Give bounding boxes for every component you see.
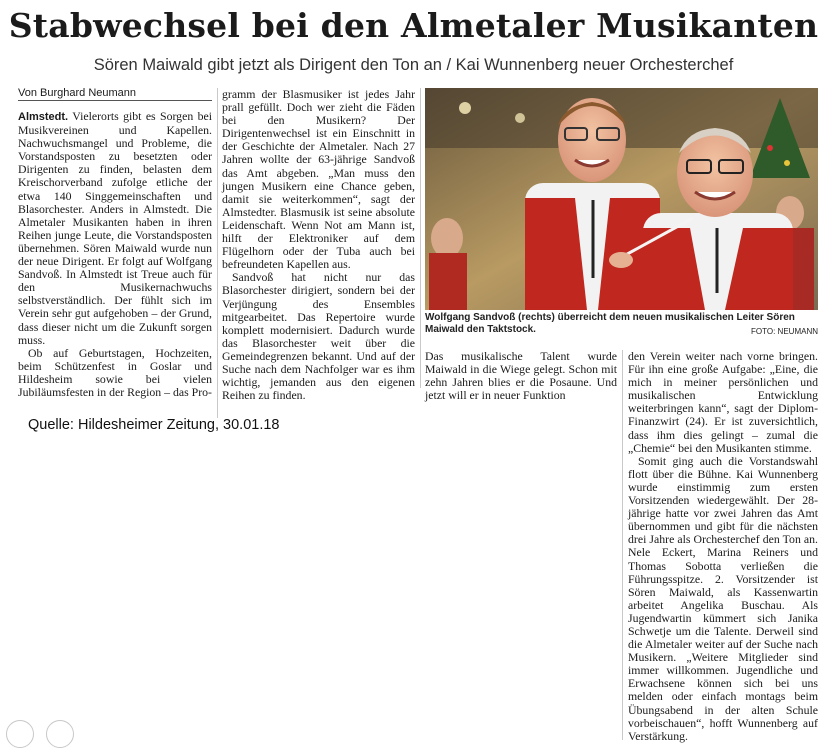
paragraph: Ob auf Geburtstagen, Hochzeiten, beim Schützenfest in Goslar und Hildesheim sowie bei vielen Jubiläumsfesten in der Region – das Pro- bbox=[18, 345, 212, 399]
paragraph: Sandvoß hat nicht nur das Blasorchester dirigiert, sondern bei der Verjüngung des Ensembles mitgearbeitet. Das Repertoire wurde komplett modernisiert. Dadurch wurde das Blasorchester weit über die Gemeindegrenzen bekannt. Und auf der Suche nach dem Nachfolger war es ihm wichtig, jemanden aus den eigenen Reihen zu finden. bbox=[222, 270, 415, 403]
source-note: Quelle: Hildesheimer Zeitung, 30.01.18 bbox=[28, 417, 280, 433]
byline: Von Burghard Neumann bbox=[18, 87, 212, 101]
photo-illustration bbox=[425, 88, 818, 310]
subheadline: Sören Maiwald gibt jetzt als Dirigent den Ton an / Kai Wunnenberg neuer Orchesterchef bbox=[93, 56, 734, 74]
paragraph bbox=[18, 110, 212, 347]
column-divider bbox=[420, 88, 421, 388]
headline: Stabwechsel bei den Almetaler Musikanten bbox=[8, 6, 819, 45]
article-column-1 bbox=[18, 110, 212, 399]
column-divider bbox=[217, 88, 218, 418]
caption-text: Wolfgang Sandvoß (rechts) überreicht dem neuen musikalischen Leiter Sören Maiwald den Taktstock. bbox=[425, 312, 795, 335]
chat-icon[interactable] bbox=[46, 720, 74, 748]
paragraph: den Verein weiter nach vorne bringen. Für ihn eine große Aufgabe: „Eine, die mich in meiner persönlichen und musikalischen Entwicklung weiterbringen kann“, sagt der Diplom-Finanzwirt (24). Er ist zuversichtlich, dass ihm dies gelingt – zumal die „Chemie“ bei den Musikanten stimme. bbox=[628, 349, 818, 455]
dateline: Almstedt. bbox=[18, 111, 69, 123]
article-column-3 bbox=[425, 350, 617, 402]
paragraph-text: Vielerorts gibt es Sorgen bei Musikvereinen und Kapellen. Nachwuchsmangel und Probleme, die Vorstandsposten zu besetzten oder Dirigenten zu finden, belasten dem Kreischorverband zufolge etliche der etwa 140 Singgemeinschaften und Blasorchester. Anders in Almstedt. Die Almetaler Musikanten haben in ihren Reihen junge Leute, die Vorstandsposten übernehmen. Sören Maiwald wurde nun der neue Dirigent. Er folgt auf Wolfgang Sandvoß. In Almstedt ist Treue auch für den Musikernachwuchs selbstverständlich. Der fühlt sich im Verein sehr gut aufgehoben – der Grund, dass dieser nicht um die Zukunft sorgen muss. bbox=[18, 109, 212, 347]
paragraph: Somit ging auch die Vorstandswahl flott über die Bühne. Kai Wunnenberg wurde einstimmig zum ersten Vorsitzenden wiedergewählt. Der 28-jährige hatte vor zwei Jahren das Amt übernommen und gibt für die nächsten drei Jahre als Orchesterchef den Ton an. Nele Eckert, Marina Reiners und Thomas Sobotta verließen die Führungsspitze. 2. Vorsitzender ist Sören Maiwald, als Kassenwartin arbeitet Angelika Buschau. Als Jugendwartin kümmert sich Janika Schwetje um die Talente. Derweil sind die Almetaler weiter auf der Suche nach Musikern. „Weitere Mitglieder sind immer willkommen. Jugendliche und Erwachsene können sich bei uns melden oder einfach montags beim Übungsabend in der alten Schule vorbeischauen“, hofft Wunnenberg auf Verstärkung. bbox=[628, 453, 818, 743]
photo-caption bbox=[425, 312, 818, 337]
article-column-2 bbox=[222, 88, 415, 402]
help-icon[interactable] bbox=[6, 720, 34, 748]
article-photo bbox=[425, 88, 818, 310]
photo-credit: FOTO: NEUMANN bbox=[751, 326, 818, 336]
column-divider bbox=[622, 350, 623, 740]
article-column-4 bbox=[628, 350, 818, 743]
paragraph: gramm der Blasmusiker ist jedes Jahr prall gefüllt. Doch wer zieht die Fäden bei den Musikern? Der Dirigentenwechsel ist ein Einschnitt in der Geschichte der Almetaler. Nach 27 Jahren wollte der 63-jährige Sandvoß das Amt abgeben. „Man muss den jungen Musikern eine Chance geben, damit sie weiterkommen“, sagt der Almstedter. Blasmusik ist seine absolute Leidenschaft. Wenn Not am Mann ist, hilft der Elektroniker auf dem Flügelhorn oder der Tuba auch bei befreundeten Kapellen aus. bbox=[222, 87, 415, 272]
paragraph: Das musikalische Talent wurde Maiwald in die Wiege gelegt. Schon mit zehn Jahren blies er die Posaune. Und jetzt will er in neuer Funktion bbox=[425, 349, 617, 403]
